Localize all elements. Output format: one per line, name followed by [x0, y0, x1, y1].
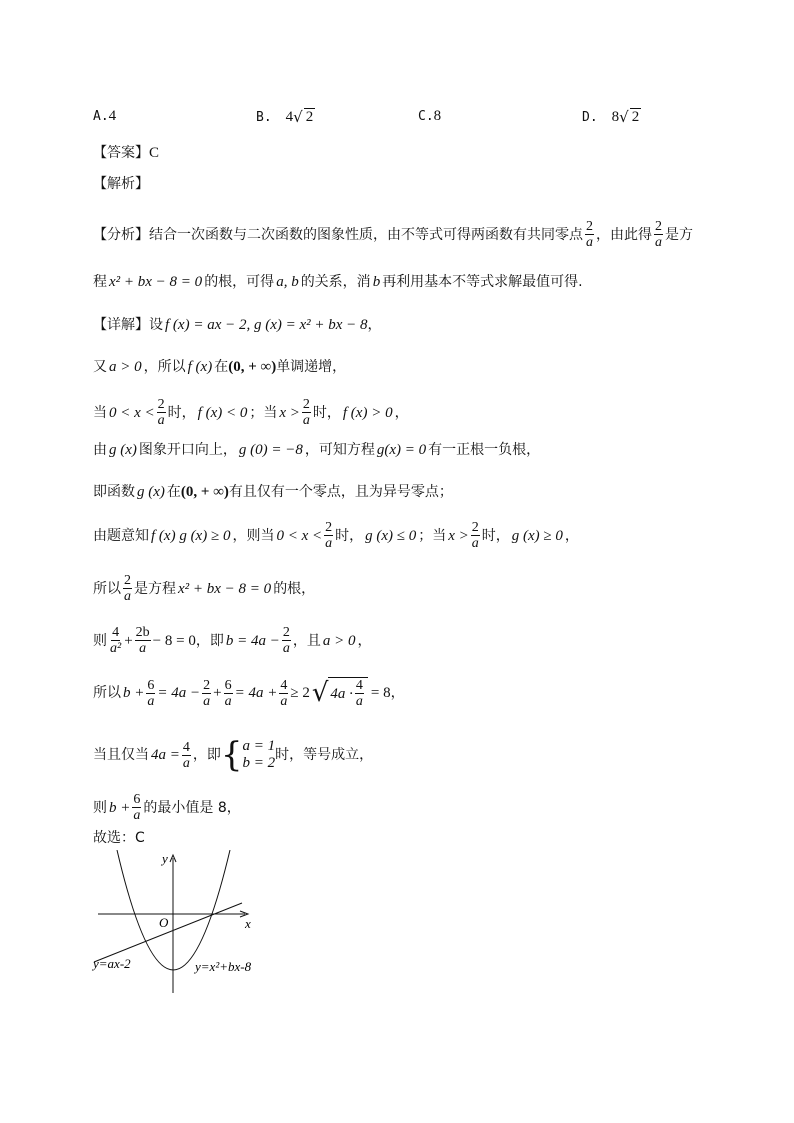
origin-label: O: [159, 915, 169, 930]
linear-line: [94, 903, 242, 962]
line-a-positive: 又 a > 0 ，所以 f (x) 在 (0, + ∞) 单调递增，: [93, 359, 347, 375]
x-axis-label: x: [245, 916, 251, 931]
parabola-label: y=x²+bx-8: [195, 959, 252, 974]
line-choice: 故选：C: [93, 830, 145, 846]
fenxi-line-2: 程 x² + bx − 8 = 0 的根，可得 a, b 的关系，消 b 再利用基本不等式求解最值可得.: [93, 274, 583, 290]
y-axis-label: y: [162, 851, 168, 866]
option-d: D. 8 √ 2: [582, 108, 640, 126]
line-then: 则 $\frac{4}{\text{a²}}$ + $\frac{2b}{a}$ − 8 = 0 ，即 b = 4a − $\frac{2}{a}$ ，且 a > 0 ，: [93, 625, 372, 656]
line-g-opens-up: 由 g (x) 图象开口向上， g (0) = −8 ，可知方程 g(x) = 0 有一正根一负根，: [93, 442, 541, 458]
equation-system: { a = 1 b = 2: [220, 735, 276, 775]
line-root: 所以 $\frac{2}{a}$ 是方程 x² + bx − 8 = 0 的根，: [93, 573, 316, 604]
line-when: 当 0 < x < $\frac{2}{a}$ 时， f (x) < 0 ；当 x > $\frac{2}{a}$ 时， f (x) > 0 ，: [93, 397, 409, 428]
function-graph: [90, 850, 280, 1000]
line-equality: 当且仅当 4a = $\frac{4}{a}$ ，即 { a = 1 b = 2 时，等号成立，: [93, 735, 374, 775]
line-unique-zero: 即函数 g (x) 在 (0, + ∞) 有且仅有一个零点，且为异号零点；: [93, 484, 453, 500]
option-c: C. 8: [418, 108, 442, 124]
detail-line: 【详解】 设 f (x) = ax − 2, g (x) = x² + bx − 8 ，: [93, 317, 382, 333]
answer-line: 【答案】 C: [93, 145, 160, 161]
line-condition: 由题意知 f (x) g (x) ≥ 0 ，则当 0 < x < $\frac{2}{a}$ 时， g (x) ≤ 0 ；当 x > $\frac{2}{a}$ 时， g (x) ≥ 0 ，: [93, 520, 579, 551]
fenxi-line-1: 【分析】 结合一次函数与二次函数的图象性质，由不等式可得两函数有共同零点 $\frac{2}{a}$ ，由此得 $\frac{2}{a}$ 是方: [93, 219, 693, 250]
fraction-2-a: $\frac{2}{a}$: [655, 219, 662, 250]
analysis-label: 【解析】: [93, 176, 149, 192]
option-a: A. 4: [93, 108, 117, 124]
line-minimum: 则 b + $\frac{6}{a}$ 的最小值是 8，: [93, 792, 241, 823]
option-b: B. 4 √ 2: [256, 108, 314, 126]
line-so: 所以 b + $\frac{6}{a}$ = 4a − $\frac{2}{a}$ + $\frac{6}{a}$ = 4a + $\frac{4}{a}$ ≥ 2 √ 4a · $\frac{4}{a}$ = 8 ，: [93, 677, 405, 709]
fraction-2-a: $\frac{2}{a}$: [586, 219, 593, 250]
line-label: y=ax-2: [93, 956, 131, 971]
